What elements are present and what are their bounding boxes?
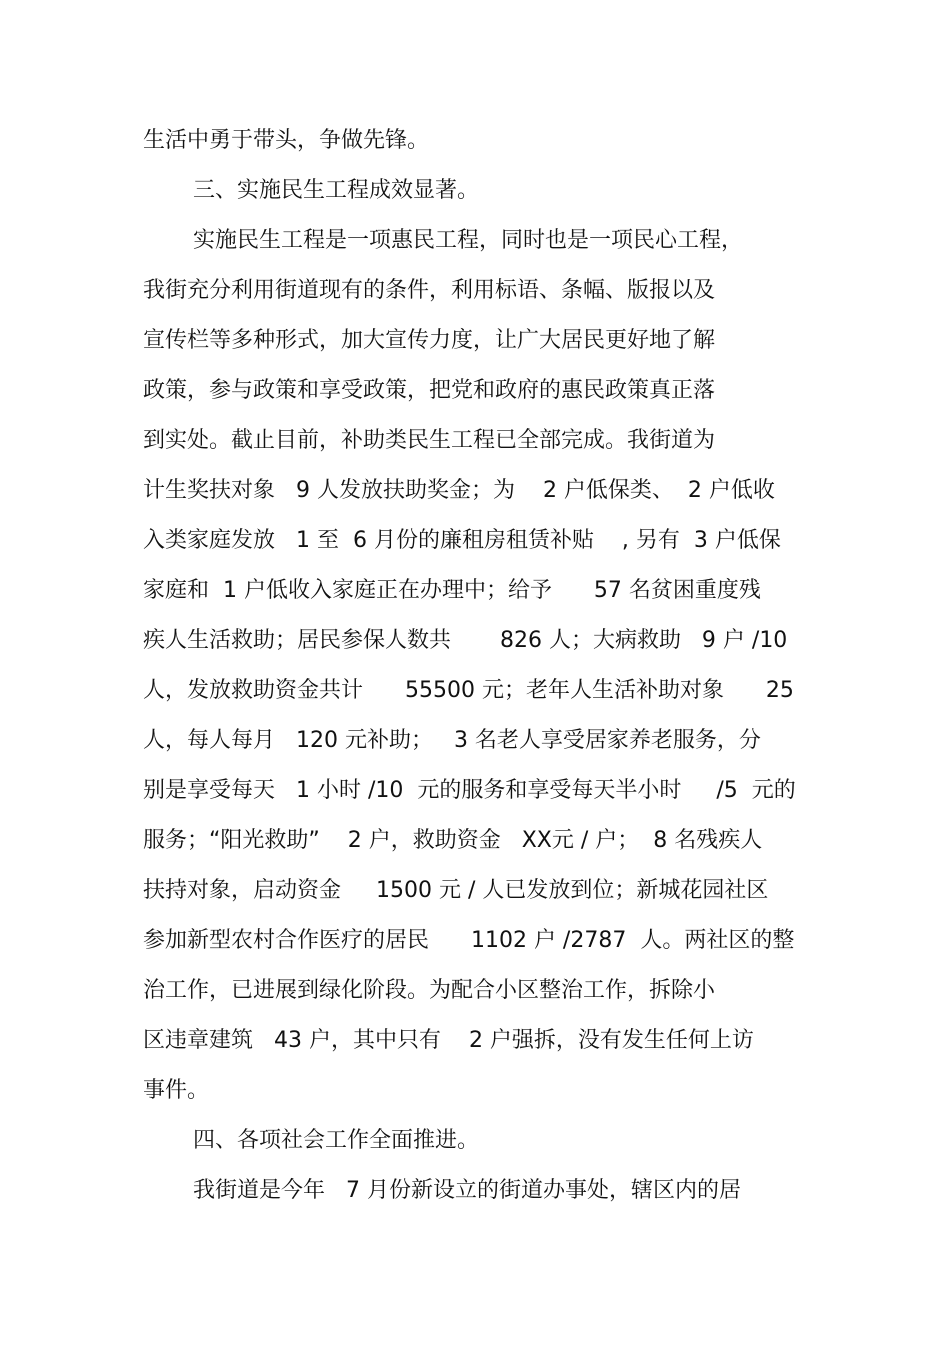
paragraph-line: 计生奖扶对象 9 人发放扶助奖金；为 2 户低保类、 2 户低收 <box>143 478 775 503</box>
paragraph-line: 疾人生活救助；居民参保人数共 826 人；大病救助 9 户 /10 <box>143 628 788 653</box>
paragraph-line: 人，每人每月 120 元补助； 3 名老人享受居家养老服务，分 <box>143 728 761 753</box>
paragraph-line: 我街道是今年 7 月份新设立的街道办事处，辖区内的居 <box>193 1178 741 1203</box>
text-line-continuation: 生活中勇于带头，争做先锋。 <box>143 128 430 153</box>
paragraph-line: 别是享受每天 1 小时 /10 元的服务和享受每天半小时 /5 元的 <box>143 778 796 803</box>
section-heading-4: 四、各项社会工作全面推进。 <box>193 1128 480 1153</box>
paragraph-line: 扶持对象，启动资金 1500 元 / 人已发放到位；新城花园社区 <box>143 878 769 903</box>
paragraph-line: 实施民生工程是一项惠民工程，同时也是一项民心工程， <box>193 228 744 253</box>
paragraph-line: 参加新型农村合作医疗的居民 1102 户 /2787 人。两社区的整 <box>143 928 795 953</box>
paragraph-line: 入类家庭发放 1 至 6 月份的廉租房租赁补贴 , 另有 3 户低保 <box>143 528 781 553</box>
paragraph-line: 政策，参与政策和享受政策，把党和政府的惠民政策真正落 <box>143 378 716 403</box>
paragraph-line: 人，发放救助资金共计 55500 元；老年人生活补助对象 25 <box>143 678 794 703</box>
paragraph-line: 事件。 <box>143 1078 210 1103</box>
paragraph-line: 区违章建筑 43 户，其中只有 2 户强拆，没有发生任何上访 <box>143 1028 754 1053</box>
paragraph-line: 家庭和 1 户低收入家庭正在办理中；给予 57 名贫困重度残 <box>143 578 761 603</box>
section-heading-3: 三、实施民生工程成效显著。 <box>193 178 480 203</box>
paragraph-line: 我街充分利用街道现有的条件，利用标语、条幅、版报以及 <box>143 278 716 303</box>
paragraph-line: 服务；“阳光救助” 2 户，救助资金 XX元 / 户； 8 名残疾人 <box>143 828 763 853</box>
paragraph-line: 宣传栏等多种形式，加大宣传力度，让广大居民更好地了解 <box>143 328 716 353</box>
paragraph-line: 到实处。截止目前，补助类民生工程已全部完成。我街道为 <box>143 428 716 453</box>
paragraph-line: 治工作，已进展到绿化阶段。为配合小区整治工作，拆除小 <box>143 978 716 1003</box>
